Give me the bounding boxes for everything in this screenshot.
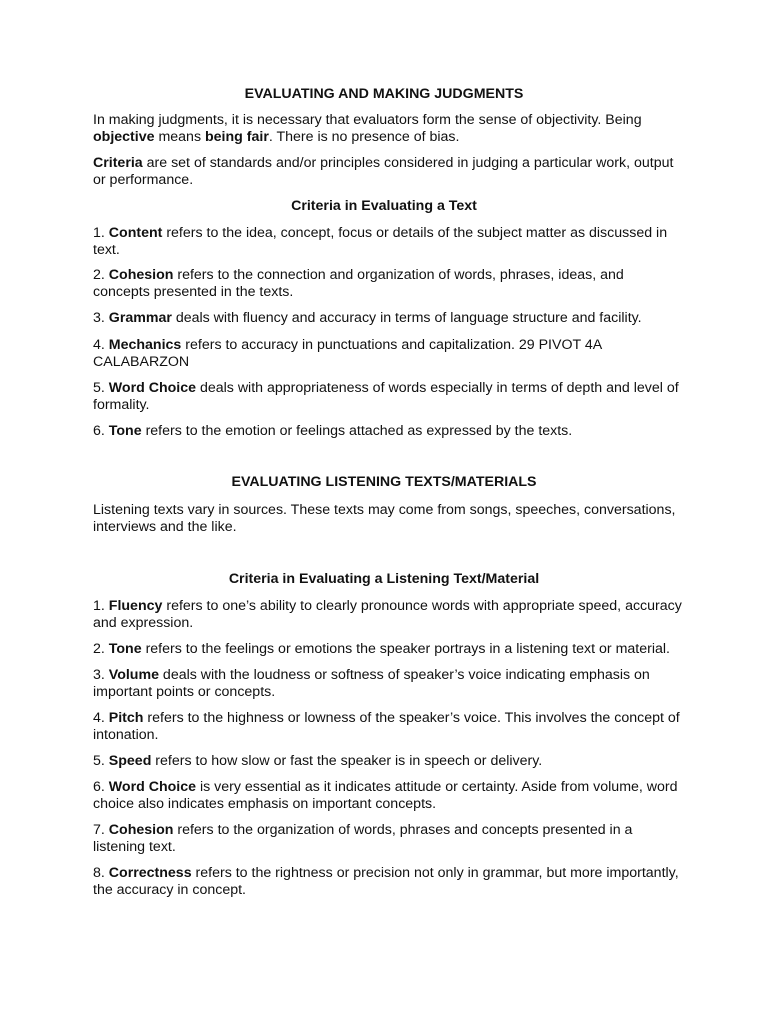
item-description: refers to the rightness or precision not only in grammar, but more importantly, the accuracy in concept. — [93, 865, 679, 898]
text-criterion-item — [93, 310, 683, 327]
intro-paragraph — [93, 112, 683, 146]
listening-criterion-item — [93, 667, 683, 701]
intro-text-c: means — [154, 129, 205, 145]
item-term: Tone — [108, 641, 142, 657]
item-number: 4. — [93, 710, 109, 726]
term-being-fair: being fair — [204, 129, 269, 145]
item-number: 5. — [93, 380, 109, 396]
listening-criterion-item — [93, 710, 683, 744]
text-criterion-item — [93, 380, 683, 414]
item-number: 4. — [93, 337, 109, 353]
listening-criterion-item — [93, 865, 683, 899]
item-description: deals with the loudness or softness of speaker’s voice indicating emphasis on important points or concepts. — [93, 667, 650, 700]
item-description: refers to the emotion or feelings attached as expressed by the texts. — [141, 423, 573, 439]
criteria-definition — [93, 155, 683, 189]
item-description: refers to one’s ability to clearly pronounce words with appropriate speed, accuracy and expression. — [93, 598, 682, 631]
item-term: Content — [108, 225, 163, 241]
item-term: Grammar — [108, 310, 172, 326]
text-criterion-item — [93, 267, 683, 301]
listening-criterion-item — [93, 779, 683, 813]
item-description: refers to accuracy in punctuations and capitalization. 29 PIVOT 4A CALABARZON — [93, 337, 602, 370]
term-criteria: Criteria — [93, 155, 143, 171]
intro-text-d: . There is no presence of bias. — [268, 129, 460, 145]
listening-criterion-item — [93, 598, 683, 632]
item-description: refers to the connection and organization of words, phrases, ideas, and concepts presented in the texts. — [93, 267, 624, 300]
item-term: Tone — [108, 423, 142, 439]
item-number: 2. — [93, 267, 109, 283]
item-number: 6. — [93, 779, 109, 795]
listening-intro: Listening texts vary in sources. These texts may come from songs, speeches, conversations, interviews and the like. — [93, 502, 676, 535]
item-number: 2. — [93, 641, 109, 657]
item-term: Word Choice — [108, 380, 197, 396]
text-criteria-heading: Criteria in Evaluating a Text — [291, 198, 477, 214]
item-description: refers to the idea, concept, focus or details of the subject matter as discussed in text. — [93, 225, 668, 258]
page-title: EVALUATING AND MAKING JUDGMENTS — [244, 86, 524, 102]
text-criterion-item — [93, 423, 683, 440]
item-term: Fluency — [108, 598, 163, 614]
criteria-definition-text: are set of standards and/or principles considered in judging a particular work, output or performance. — [93, 155, 674, 188]
item-description: deals with appropriateness of words especially in terms of depth and level of formality. — [93, 380, 679, 413]
listening-criterion-item — [93, 641, 683, 658]
item-description: refers to how slow or fast the speaker is in speech or delivery. — [151, 753, 543, 769]
item-number: 3. — [93, 667, 109, 683]
item-number: 8. — [93, 865, 109, 881]
intro-text-a: In making judgments, it is necessary that evaluators form the sense of objectivity. Being — [93, 112, 642, 128]
item-term: Pitch — [108, 710, 144, 726]
item-description: refers to the highness or lowness of the speaker’s voice. This involves the concept of intonation. — [93, 710, 680, 743]
listening-heading: EVALUATING LISTENING TEXTS/MATERIALS — [231, 474, 537, 490]
item-number: 7. — [93, 822, 109, 838]
listening-criteria-heading: Criteria in Evaluating a Listening Text/Material — [228, 571, 540, 587]
item-term: Correctness — [108, 865, 192, 881]
term-objective: objective — [93, 129, 155, 145]
item-number: 1. — [93, 598, 109, 614]
text-criterion-item — [93, 225, 683, 259]
text-criterion-item — [93, 337, 683, 371]
item-number: 3. — [93, 310, 109, 326]
item-description: deals with fluency and accuracy in terms of language structure and facility. — [171, 310, 642, 326]
item-description: refers to the organization of words, phrases and concepts presented in a listening text. — [93, 822, 633, 855]
item-number: 5. — [93, 753, 109, 769]
item-number: 6. — [93, 423, 109, 439]
item-term: Speed — [108, 753, 152, 769]
item-term: Word Choice — [108, 779, 197, 795]
listening-criterion-item — [93, 822, 683, 856]
item-number: 1. — [93, 225, 109, 241]
item-term: Mechanics — [108, 337, 182, 353]
item-term: Cohesion — [108, 267, 174, 283]
item-term: Cohesion — [108, 822, 174, 838]
item-description: is very essential as it indicates attitude or certainty. Aside from volume, word choice also indicates emphasis on important concepts. — [93, 779, 678, 812]
item-term: Volume — [108, 667, 159, 683]
listening-criterion-item — [93, 753, 683, 770]
item-description: refers to the feelings or emotions the speaker portrays in a listening text or material. — [141, 641, 670, 657]
